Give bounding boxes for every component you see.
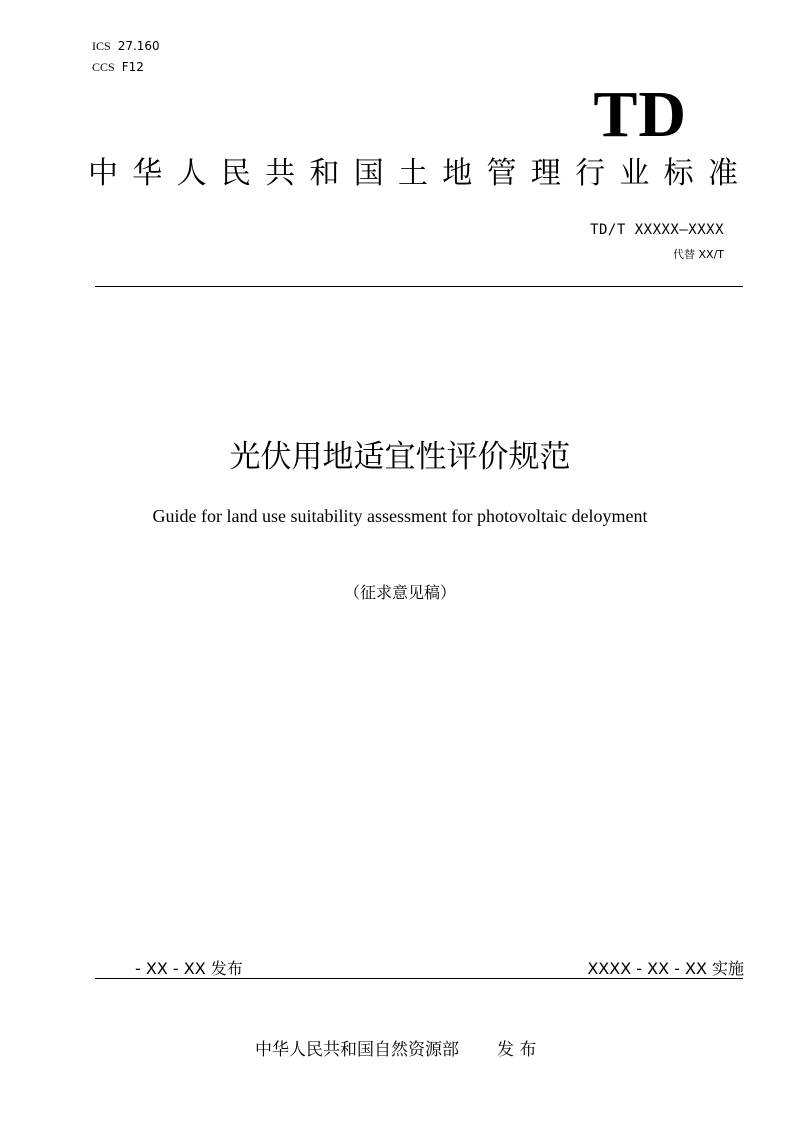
industry-title-char: 业	[619, 156, 650, 191]
document-title-cn: 光伏用地适宜性评价规范	[229, 439, 571, 475]
publish-date: - XX - XX 发布	[135, 959, 243, 978]
industry-title-char: 和	[309, 156, 340, 191]
td-logo: TD	[593, 78, 687, 151]
industry-title-char: 管	[486, 156, 517, 191]
draft-status: （征求意见稿）	[343, 583, 456, 602]
industry-title-char: 行	[575, 156, 606, 191]
ics-code: 27.160	[117, 39, 160, 53]
industry-title-char: 国	[353, 156, 384, 191]
industry-title-char: 人	[176, 156, 207, 191]
industry-title-char: 土	[397, 156, 428, 191]
document-title-en: Guide for land use suitability assessment for photovoltaic deloyment	[152, 506, 648, 526]
standard-number: TD/T XXXXX—XXXX	[590, 222, 724, 238]
industry-standard-title	[88, 155, 738, 193]
header-divider	[95, 286, 743, 287]
industry-title-char: 地	[442, 156, 473, 191]
implement-date: XXXX - XX - XX 实施	[587, 959, 744, 978]
ics-label: ICS	[92, 39, 111, 53]
industry-title-char: 中	[88, 156, 118, 191]
industry-title-char: 准	[707, 156, 738, 191]
ccs-label: CCS	[92, 60, 115, 74]
industry-title-char: 华	[132, 156, 163, 191]
ccs-code: F12	[121, 60, 144, 74]
publish-action: 发 布	[497, 1040, 537, 1060]
industry-title-char: 民	[220, 156, 251, 191]
ics-code-line	[92, 39, 160, 54]
ccs-code-line	[92, 60, 144, 75]
industry-title-char: 标	[663, 156, 694, 191]
replaces-standard: 代替 XX/T	[673, 248, 724, 261]
industry-title-char: 共	[265, 156, 296, 191]
publisher-name: 中华人民共和国自然资源部	[255, 1040, 459, 1060]
industry-title-char: 理	[530, 156, 561, 191]
footer-divider	[95, 978, 743, 979]
publisher-line	[255, 1035, 536, 1060]
